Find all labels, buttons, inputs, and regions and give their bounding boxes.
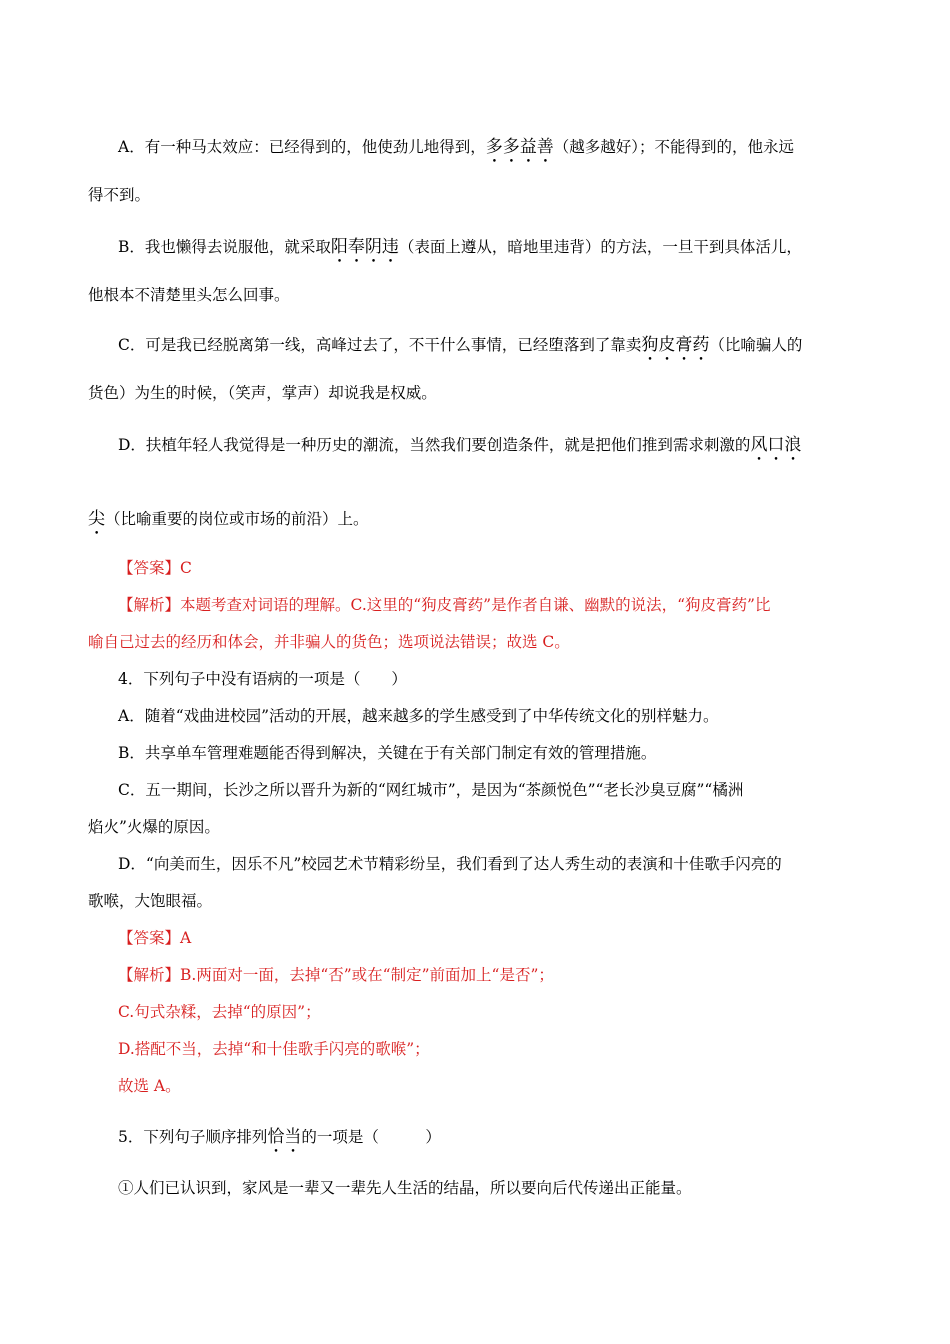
analysis-label: 【解析】 (118, 596, 181, 614)
q4-answer (88, 926, 888, 948)
q4-option-b: B．共享单车管理难题能否得到解决，关键在于有关部门制定有效的管理措施。 (118, 744, 657, 762)
q3-option-d-idiom: 风口浪 (750, 435, 802, 455)
answer-value: A (180, 929, 192, 947)
answer-value: C (180, 559, 192, 577)
q3-answer (88, 556, 888, 578)
q3-option-d-line1: D．扶植年轻人我觉得是一种历史的潮流，当然我们要创造条件，就是把他们推到需求刺激的风口浪 (118, 435, 802, 455)
q3-option-d-idiom-end: 尖 (88, 509, 105, 529)
q3-analysis-line1: 【解析】本题考查对词语的理解。C.这里的“狗皮膏药”是作者自谦、幽默的说法，“狗皮膏药”比 (118, 596, 771, 614)
analysis-label: 【解析】 (118, 966, 181, 984)
q3-option-b-idiom: 阳奉阴违 (330, 237, 399, 257)
q3-option-c-line1: C．可是我已经脱离第一线，高峰过去了，不干什么事情，已经堕落到了靠卖狗皮膏药（比喻骗人的 (118, 335, 803, 355)
q3-option-a-line1: A．有一种马太效应：已经得到的，他使劲儿地得到，多多益善（越多越好）；不能得到的，他永远 (118, 137, 794, 157)
q3-option-a-idiom: 多多益善 (485, 137, 554, 157)
q4-option-c-line1: C．五一期间，长沙之所以晋升为新的“网红城市”，是因为“茶颜悦色”“老长沙臭豆腐”“橘洲 (118, 781, 744, 799)
q4-analysis-line3: D.搭配不当，去掉“和十佳歌手闪亮的歌喉”； (118, 1040, 430, 1058)
q5-stem-emphasis: 恰当 (267, 1127, 302, 1147)
q3-option-d-line2: 尖（比喻重要的岗位或市场的前沿）上。 (88, 509, 369, 529)
q4-option-d-line2: 歌喉，大饱眼福。 (88, 892, 213, 910)
q3-option-c-line2: 货色）为生的时候，（笑声，掌声）却说我是权威。 (88, 384, 437, 402)
q4-option-d-line1: D．“向美而生，因乐不凡”校园艺术节精彩纷呈，我们看到了达人秀生动的表演和十佳歌手闪亮的 (118, 855, 782, 873)
q4-stem: 4．下列句子中没有语病的一项是（ ） (118, 670, 407, 688)
answer-label: 【答案】 (118, 559, 181, 577)
q3-analysis-line2: 喻自己过去的经历和体会，并非骗人的货色；选项说法错误；故选 C。 (88, 633, 570, 651)
q3-option-b-line1: B．我也懒得去说服他，就采取阳奉阴违（表面上遵从，暗地里违背）的方法，一旦干到具体活儿， (118, 237, 802, 257)
q3-option-a-line2: 得不到。 (88, 186, 151, 204)
q3-option-b-line2: 他根本不清楚里头怎么回事。 (88, 286, 290, 304)
q5-stem: 5．下列句子顺序排列恰当的一项是（ ） (118, 1127, 441, 1147)
q3-option-c-idiom: 狗皮膏药 (641, 335, 710, 355)
q4-analysis-line4: 故选 A。 (118, 1077, 181, 1095)
q5-sentence-1: ①人们已认识到，家风是一辈又一辈先人生活的结晶，所以要向后代传递出正能量。 (118, 1179, 692, 1197)
q4-analysis-line2: C.句式杂糅，去掉“的原因”； (118, 1003, 321, 1021)
q4-option-a: A．随着“戏曲进校园”活动的开展，越来越多的学生感受到了中华传统文化的别样魅力。 (118, 707, 719, 725)
q4-option-c-line2: 焰火”火爆的原因。 (88, 818, 220, 836)
q4-analysis-line1: 【解析】B.两面对一面，去掉“否”或在“制定”前面加上“是否”； (118, 966, 554, 984)
answer-label: 【答案】 (118, 929, 181, 947)
